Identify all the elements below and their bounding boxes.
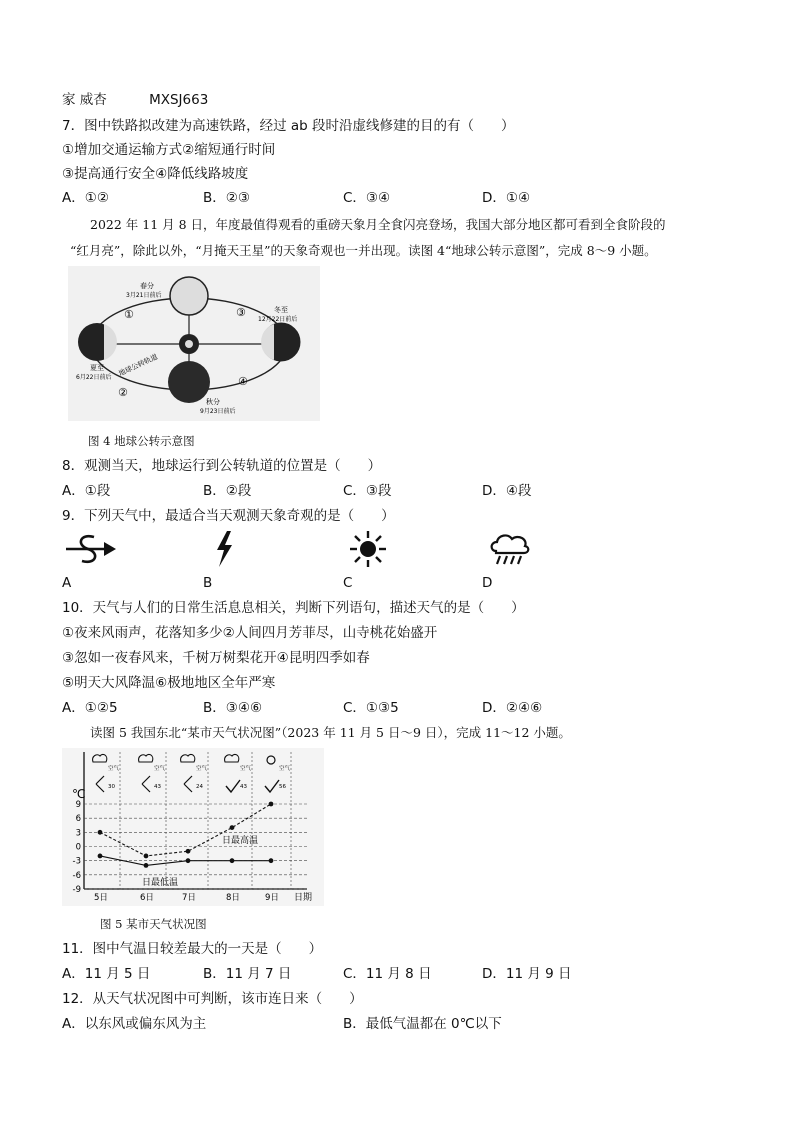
aqi-value: 56 [279,784,286,790]
q8-option-a[interactable]: A．①段 [62,483,111,499]
q7-option-a[interactable]: A．①② [62,190,109,206]
aqi-label: 空气 [240,766,252,772]
header-left: 家 威杏 [62,92,107,108]
x-axis-label: 日期 [294,893,313,903]
segment-3: ③ [236,306,246,319]
aqi-label: 空气 [196,766,208,772]
low-temp-point [269,858,274,863]
aqi-label: 空气 [279,766,291,772]
q11-option-d[interactable]: D．11 月 9 日 [482,966,572,982]
q8-stem: 8．观测当天，地球运行到公转轨道的位置是（ ） [62,458,382,474]
q8-option-c[interactable]: C．③段 [343,483,392,499]
high-temp-point [269,802,274,807]
lightning-icon[interactable] [212,530,236,568]
label-qiufen: 秋分 [206,398,220,406]
x-tick-label: 6日 [140,893,154,903]
label-dongzhi: 冬至 [274,306,288,314]
q10-option-a[interactable]: A．①②5 [62,700,118,716]
high-temp-point [186,849,191,854]
series-label-low: 日最低温 [142,878,179,888]
q10-option-d[interactable]: D．②④⑥ [482,700,543,716]
q8-option-b[interactable]: B．②段 [203,483,252,499]
aqi-value: 24 [196,784,203,790]
q11-option-a[interactable]: A．11 月 5 日 [62,966,151,982]
q11-stem: 11．图中气温日较差最大的一天是（ ） [62,941,323,957]
x-tick-label: 9日 [265,893,279,903]
q9-label-a: A [62,575,72,591]
q8-option-d[interactable]: D．④段 [482,483,532,499]
y-tick-label: 3 [75,828,81,839]
series-label-high: 日最高温 [222,836,259,846]
label-qiufen-date: 9月23日前后 [200,408,236,415]
header-code: MXSJ663 [149,92,209,108]
aqi-value: 43 [154,784,161,790]
q9-label-b: B [203,575,213,591]
label-chunfen: 春分 [140,282,154,290]
label-xiazhi: 夏至 [90,364,104,372]
label-xiazhi-date: 6月22日前后 [76,374,112,381]
q10-option-c[interactable]: C．①③5 [343,700,399,716]
low-temp-point [186,858,191,863]
q7-items-1: ①增加交通运输方式②缩短通行时间 [62,142,276,158]
aqi-label: 空气 [108,766,120,772]
earth-orbit-diagram [68,266,320,421]
q10-items-2: ③忽如一夜春风来，千树万树梨花开④昆明四季如春 [62,650,370,666]
q10-items-3: ⑤明天大风降温⑥极地地区全年严寒 [62,675,276,691]
q11-option-c[interactable]: C．11 月 8 日 [343,966,432,982]
q7-option-d[interactable]: D．①④ [482,190,531,206]
q7-stem: 7．图中铁路拟改建为高速铁路，经过 ab 段时沿虚线修建的目的有（ ） [62,118,515,134]
segment-2: ② [118,386,128,399]
sandstorm-icon[interactable] [64,531,118,567]
passage1-line2: “红月亮”，除此以外，“月掩天王星”的天象奇观也一并出现。读图 4“地球公转示意图”，完成 8～9 小题。 [70,243,657,258]
x-tick-label: 8日 [226,893,240,903]
low-temp-point [98,854,103,859]
q11-option-b[interactable]: B．11 月 7 日 [203,966,292,982]
fig4-caption: 图 4 地球公转示意图 [88,434,195,448]
q9-label-d: D [482,575,493,591]
low-temp-point [144,863,149,868]
aqi-value: 30 [108,784,115,790]
earth-spring-equinox [170,277,208,315]
q12-option-b[interactable]: B．最低气温都在 0℃以下 [343,1016,502,1032]
segment-4: ④ [238,375,248,388]
q7-items-2: ③提高通行安全④降低线路坡度 [62,166,249,182]
low-temp-point [230,858,235,863]
header-line [62,91,208,109]
high-temp-point [144,854,149,859]
y-tick-label: 9 [75,800,81,810]
segment-1: ① [124,308,134,321]
label-dongzhi-date: 12月22日前后 [258,316,298,323]
q7-option-c[interactable]: C．③④ [343,190,391,206]
y-tick-label: -6 [72,870,81,881]
q12-option-a[interactable]: A．以东风或偏东风为主 [62,1016,207,1032]
y-unit: ℃ [72,787,86,801]
q7-option-b[interactable]: B．②③ [203,190,250,206]
q9-stem: 9．下列天气中，最适合当天观测天象奇观的是（ ） [62,508,395,524]
x-tick-label: 7日 [182,893,196,903]
high-temp-point [230,825,235,830]
q12-stem: 12．从天气状况图中可判断，该市连日来（ ） [62,991,363,1007]
y-tick-label: -9 [72,885,81,895]
x-tick-label: 5日 [94,893,108,903]
q10-items-1: ①夜来风雨声，花落知多少②人间四月芳菲尽，山寺桃花始盛开 [62,625,438,641]
q10-stem: 10．天气与人们的日常生活息息相关，判断下列语句，描述天气的是（ ） [62,600,525,616]
q10-option-b[interactable]: B．③④⑥ [203,700,263,716]
fig5-caption: 图 5 某市天气状况图 [100,917,207,931]
high-temp-point [98,830,103,835]
label-orbit: 地球公转轨道 [117,352,159,378]
y-tick-label: -3 [72,856,81,867]
rain-icon[interactable] [488,531,532,567]
passage2: 读图 5 我国东北“某市天气状况图”（2023 年 11 月 5 日～9 日），完成 11～12 小题。 [90,725,571,740]
sunny-icon[interactable] [349,530,387,568]
passage1-line1: 2022 年 11 月 8 日，年度最值得观看的重磅天象月全食闪亮登场，我国大部分地区都可看到全食阶段的 [90,217,666,232]
earth-autumn-equinox [168,361,210,403]
aqi-label: 空气 [154,766,166,772]
weather-chart [62,748,324,906]
q9-label-c: C [343,575,353,591]
y-tick-label: 0 [75,842,81,853]
aqi-value: 43 [240,784,247,790]
y-tick-label: 6 [75,814,81,825]
label-chunfen-date: 3月21日前后 [126,292,162,299]
